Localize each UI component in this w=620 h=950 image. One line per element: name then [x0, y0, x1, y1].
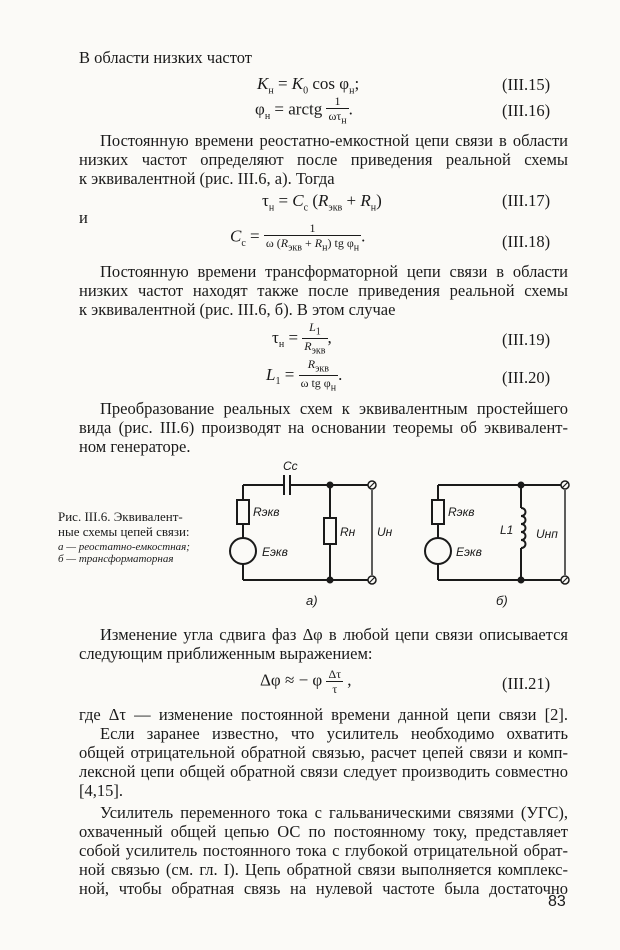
- paragraph-line: общей отрицательной обратной связью, расчет цепей связи и комп-: [79, 743, 568, 762]
- terminal: [368, 576, 376, 584]
- label-u-n: Uн: [377, 525, 393, 539]
- label-b: б): [496, 593, 508, 608]
- intro-line: В области низких частот: [79, 48, 252, 67]
- circuit-a: [230, 475, 372, 583]
- figure-caption-b: б — трансформаторная: [58, 553, 174, 565]
- equation-III-15: $K_н = K_0$ $\cos \varphi_н$;: [257, 74, 360, 97]
- paragraph-line: собой усилитель постоянного тока с глубокой отрицательной обрат-: [79, 841, 568, 860]
- equation-III-17: $\tau_н = C_с$ $(R_{экв} + R_н)$: [262, 191, 382, 214]
- equation-number: (III.19): [502, 330, 551, 349]
- resistor-r-ekv-b: [432, 500, 444, 524]
- label-u-np: Uнп: [536, 527, 558, 541]
- paragraph-line: где Δτ — изменение постоянной времени данной цепи связи [2].: [79, 705, 568, 724]
- equation-III-19: $\tau_н$ = $\frac{L_1}{R_{экв}}$ ,: [272, 320, 332, 357]
- label-cc: Cc: [283, 459, 298, 473]
- paragraph-line: охваченный общей цепью ОС по постоянному току, представляет: [79, 822, 568, 841]
- paragraph-line: следующим приближенным выражением:: [79, 644, 373, 663]
- paragraph-line: вида (рис. III.6) производят на основании теоремы об эквивалент-: [79, 418, 568, 437]
- label-e-ekv: Eэкв: [456, 545, 482, 559]
- equation-number: (III.18): [502, 232, 551, 251]
- equation-number: (III.20): [502, 368, 551, 387]
- terminal: [561, 576, 569, 584]
- terminal: [561, 481, 569, 489]
- paragraph-line: к эквивалентной (рис. III.6, а). Тогда: [79, 169, 335, 188]
- terminal: [368, 481, 376, 489]
- figure-caption-a: а — реостатно-емкостная;: [58, 541, 190, 553]
- label-r-ekv: Rэкв: [253, 505, 280, 519]
- circuit-b: [425, 483, 565, 583]
- page-number: 83: [548, 893, 566, 910]
- equation-number: (III.16): [502, 101, 551, 120]
- equation-III-20: $L_1$ = $\frac{R_{экв}}{\omega tg \varphi_н}$ .: [266, 357, 343, 394]
- paragraph-line: низких частот определяют после приведения реальной схемы: [79, 150, 568, 169]
- label-r-n: Rн: [340, 525, 356, 539]
- figure-caption: ные схемы цепей связи:: [58, 524, 190, 539]
- paragraph-line: ном генераторе.: [79, 437, 191, 456]
- paragraph-line: Изменение угла сдвига фаз Δφ в любой цепи связи описывается: [100, 625, 568, 644]
- paragraph-line: ной, чтобы обратная связь на нулевой частоте была достаточно: [79, 879, 568, 898]
- label-r-ekv: Rэкв: [448, 505, 475, 519]
- equation-III-21: Δφ ≈ − φ $\frac{\Delta\tau}{\tau}$ ,: [260, 667, 352, 696]
- label-a: а): [306, 593, 318, 608]
- inductor-l1: [521, 508, 526, 548]
- paragraph-line: Постоянную времени реостатно-емкостной цепи связи в области: [100, 131, 568, 150]
- paragraph-line: Если заранее известно, что усилитель необходимо охватить: [100, 724, 568, 743]
- resistor-r-n: [324, 518, 336, 544]
- figure-caption: Рис. III.6. Эквивалент-: [58, 509, 183, 524]
- paragraph-line: к эквивалентной (рис. III.6, б). В этом случае: [79, 300, 396, 319]
- equation-III-16: $\varphi_н$ = arctg $\frac{1}{\omega\tau_н}$ .: [255, 94, 353, 127]
- paragraph-line: низких частот находят также после приведения реальной схемы: [79, 281, 568, 300]
- paragraph-line: лексной цепи общей обратной связи следует производить совместно: [79, 762, 568, 781]
- paragraph-line: Преобразование реальных схем к эквивалентным простейшего: [100, 399, 568, 418]
- generator-e-ekv-b: [425, 538, 451, 564]
- equation-number: (III.21): [502, 674, 551, 693]
- paragraph-line: Усилитель переменного тока с гальваническими связями (УГС),: [100, 803, 568, 822]
- conjunction: и: [79, 208, 88, 227]
- generator-e-ekv-a: [230, 538, 256, 564]
- equation-number: (III.15): [502, 75, 551, 94]
- paragraph-line: [4,15].: [79, 781, 123, 800]
- resistor-r-ekv-a: [237, 500, 249, 524]
- equation-III-18: $C_с$ = $\frac{1}{\omega (R_{экв} + R_н) tg \varphi_н}$ .: [230, 221, 366, 254]
- label-l1: L1: [500, 523, 514, 537]
- paragraph-line: Постоянную времени трансформаторной цепи связи в области: [100, 262, 568, 281]
- paragraph-line: ной связью (см. гл. I). Цепь обратной связи выполняется комплекс-: [79, 860, 568, 879]
- equation-number: (III.17): [502, 191, 551, 210]
- label-e-ekv: Eэкв: [262, 545, 288, 559]
